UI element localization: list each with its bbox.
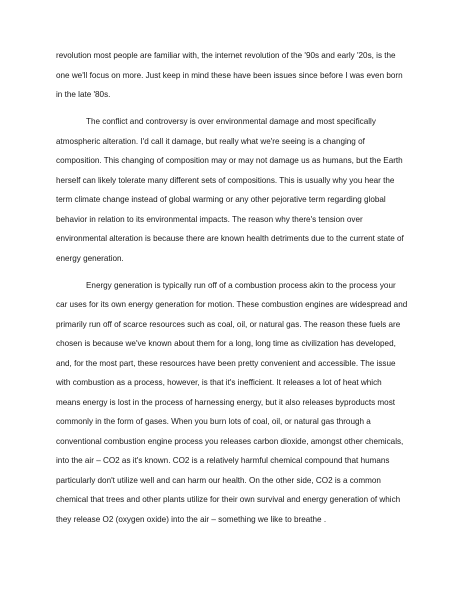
- paragraph-3: Energy generation is typically run off of a combustion process akin to the process your car uses for its own energy generation for motion. These combustion engines are widespread and primarily run off of scarce resources such as coal, oil, or natural gas. The reason these fuels are chosen is because we've known about them for a long, long time as civilization has developed, and, for the most part, these resources have been pretty convenient and accessible. The issue with combustion as a process, however, is that it's inefficient. It releases a lot of heat which means energy is lost in the process of harnessing energy, but it also releases byproducts most commonly in the form of gases. When you burn lots of coal, oil, or natural gas through a conventional combustion engine process you releases carbon dioxide, amongst other chemicals, into the air – CO2 as it's known. CO2 is a relatively harmful chemical compound that humans particularly don't utilize well and can harm our health. On the other side, CO2 is a common chemical that trees and other plants utilize for their own survival and energy generation of which they release O2 (oxygen oxide) into the air – something we like to breathe .: [56, 280, 408, 524]
- paragraph-1: revolution most people are familiar with, the internet revolution of the '90s and early '20s, is the one we'll focus on more. Just keep in mind these have been issues since before I was even born in the late '80s.: [56, 51, 403, 99]
- document-body: [56, 46, 408, 529]
- paragraph-2: The conflict and controversy is over environmental damage and most specifically atmospheric alteration. I'd call it damage, but really what we're seeing is a changing of composition. This changing of composition may or may not damage us as humans, but the Earth herself can likely tolerate many different sets of compositions. This is usually why you hear the term climate change instead of global warming or any other pejorative term regarding global behavior in relation to its environmental impacts. The reason why there's tension over environmental alteration is because there are known health detriments due to the current state of energy generation.: [56, 117, 404, 263]
